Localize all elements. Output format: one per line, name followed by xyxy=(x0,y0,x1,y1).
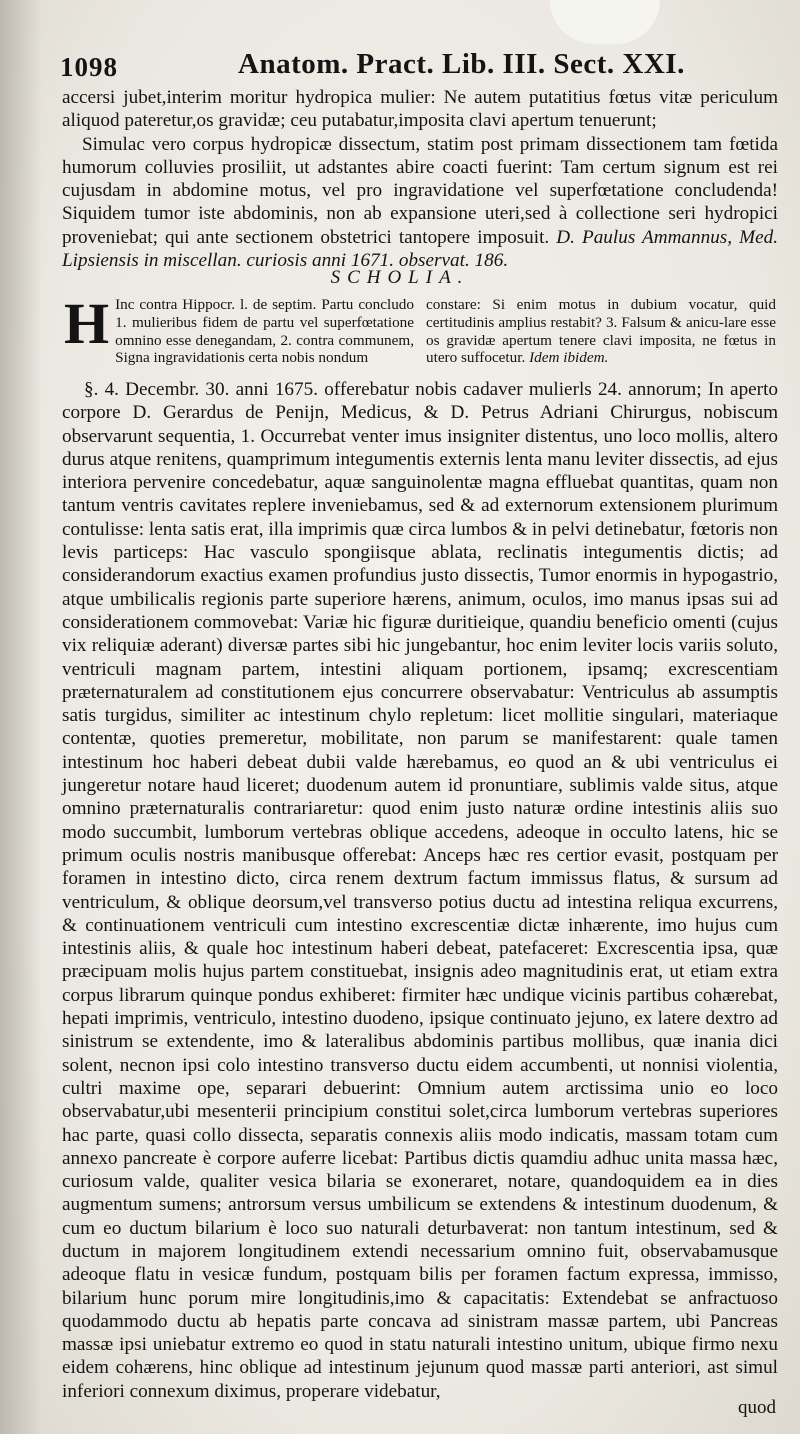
top-paragraph: accersi jubet,interim moritur hydropica mulier: Ne autem putatitius fœtus vitæ periculum aliquod pateretur,os gravidæ; ceu putabatur,imposita clavi apertum tenuerunt; xyxy=(62,87,778,132)
second-paragraph xyxy=(62,133,778,273)
drop-cap: H xyxy=(64,291,110,356)
scholia-heading: SCHOLIA. xyxy=(330,267,470,288)
second-paragraph-text: Simulac vero corpus hydropicæ dissectum, statim post primam dissectionem tam fœtida humorum colluvies prosiliit, ut adstantes abire coacti fuerint: Tam certum signum est rei cujusdam in abdomine motus, vel pro ingravidatione vel superfœtatione concludenda! Siquidem tumor iste abdominis, non ab expansione uteri,sed à collectione seri hydropici proveniebat; qui ante sectionem obstetrici tantopere imposuit. xyxy=(62,133,778,248)
scholia-left-text: Inc contra Hippocr. l. de septim. Partu concludo 1. mulieribus fidem de partu vel superfœtatione omnino esse denegandam, 2. contra communem, Signa ingravidationis certa nobis nondum xyxy=(115,296,414,367)
main-paragraph: §. 4. Decembr. 30. anni 1675. offerebatur nobis cadaver mulierls 24. annorum; In aperto corpore D. Gerardus de Penijn, Medicus, & D. Petrus Adriani Chirurgus, nobiscum observarunt sequentia, 1. Occurrebat venter imus insigniter distentus, uno loco mollis, altero durus atque renitens, quamprimum integumentis externis lenta manu leviter dissectis, ad ejus interiora pervenire concedebatur, aquæ sanguinolentæ magna effluebat quantitas, quam non tantum ventris cavitates replere inveniebamus, sed & ad externorum extensionem plurimum contulisse: lenta satis erat, illa imprimis quæ circa lumbos & in pelvi detinebatur, fœtoris non levis particeps: Hac vasculo spongiisque ablata, reclinatis integumentis dictis; ad considerandorum exactius examen profundius justo dissectis, Tumor enormis in hypogastrio, atque umbilicalis regionis parte superiore hærens, animum, oculos, imo manus ipsas sui ad considerationem commovebat: Variæ hic figuræ duritieique, quandiu beneficio omenti (cujus vix reliquiæ aderant) diversæ partes sibi hic jungebantur, hoc enim leviter locis variis soluto, ventriculi magnam partem, intestini aliquam portionem, ipsamq; excrescentiam præternaturalem ad constitutionem ejus concurrere observabatur: Ventriculus ab assumptis satis turgidus, similiter ac intestinum chylo repletum: licet mollitie singulari, materiaque contentæ, quoties premeretur, mobilitate, non parum se manifestarent: quale tamen intestinum hoc haberi debeat dubii valde hærebamus, eo quod an & ubi ventriculus ei jungeretur notare haud liceret; duodenum autem id pronuntiare, sublimis valde situs, atque omnino præternaturalis contrariaretur: quod enim justo naturæ ordine intestinis aliis suo modo succumbit, lumborum vertebras oblique accedens, adeoque in occulto latens, hic se primum oculis nostris manibusque offerebat: Anceps hæc res certior evasit, postquam per foramen in intestino dicto, circa renem dextrum factum immissus flatus, & sursum ad ventriculum, & oblique deorsum,vel transverso potius ductu ad intestina reliqua excurrens, & continuationem ventriculi cum intestino excrescentiæ dictæ inhærente, imo hujus cum intestinis aliis, & quale hoc intestinum haberi debeat, patefaceret: Excrescentia ipsa, quæ præcipuam molis hujus partem constituebat, insignis adeo magnitudinis erat, ut etiam extra corpus librarum quinque pondus exhiberet: firmiter hæc undique vicinis partibus cohærebat, hepati imprimis, ventriculo, intestino duodeno, ipsique continuato jejuno, ex latere dextro ad sinistrum se extendente, imo & lateralibus abdominis partibus mollibus, quæ inania dici solent, necnon ipsi colo intestino transverso ductu eidem accumbenti, ut nonnisi violentia, cultri maxime ope, separari debuerint: Omnium autem arctissima unio eo loco observabatur,ubi mesenterii principium constitui solet,circa lumborum vertebras superiores hac parte, quasi collo dissecta, separatis connexis aliis modo indicatis, massam totam cum annexo pancreate è corpore auferre licebat: Partibus dictis quamdiu adhuc unita massa hæc, curiosum valde, qualiter vesica bilaria se exoneraret, notare, quandoquidem ea in dies augmentum sumens; antrorsum versus umbilicum se extendens & intestinum duodenum, & cum eo ductum bilarium è loco suo naturali deturbaverat: non tantum intestinum, sed & ductum in majorem longitudinem extendi necessarium omnino fuit, observabamusque adeoque flatu in vesicæ fundum, postquam bilis per foramen factum expressa, immisso, bilarium hunc porum mire longitudinis,imo & capacitatis: Extendebat se anfractuoso quodammodo ductu ab hepatis parte concava ad sinistram massæ partem, ubi Pancreas massæ ipsi uniebatur extremo eo quod in statu naturali intestino unitum, ubique firmo nexu eidem cohærens, hinc oblique ad intestinum jejunum quod massæ parti anteriori, ast simul inferiori connexum diximus, properare videbatur, xyxy=(62,379,778,1402)
opening-text xyxy=(62,86,778,272)
scholia-right-text: constare: Si enim motus in dubium vocatur, quid certitudinis amplius restabit? 3. Falsum & anicu-lare esse os gravidæ apertum tenere clavi imposita, ne fœtus in utero suffocetur. xyxy=(426,296,776,367)
paper-stain xyxy=(550,0,660,44)
running-head: Anatom. Pract. Lib. III. Sect. XXI. xyxy=(238,48,685,80)
scholia-left-column xyxy=(64,291,414,367)
page-number: 1098 xyxy=(60,52,118,82)
main-text xyxy=(62,378,778,1403)
gutter-shadow xyxy=(0,0,42,1434)
scholia-right-column xyxy=(426,296,776,367)
page-header xyxy=(60,48,720,84)
scholia-columns xyxy=(64,291,776,367)
catchword: quod xyxy=(738,1397,776,1418)
scholia-right-cite: Idem ibidem. xyxy=(529,349,609,367)
citation: D. Paulus Ammannus, Med. Lipsiensis in miscellan. curiosis anni 1671. observat. 186. xyxy=(62,226,779,272)
